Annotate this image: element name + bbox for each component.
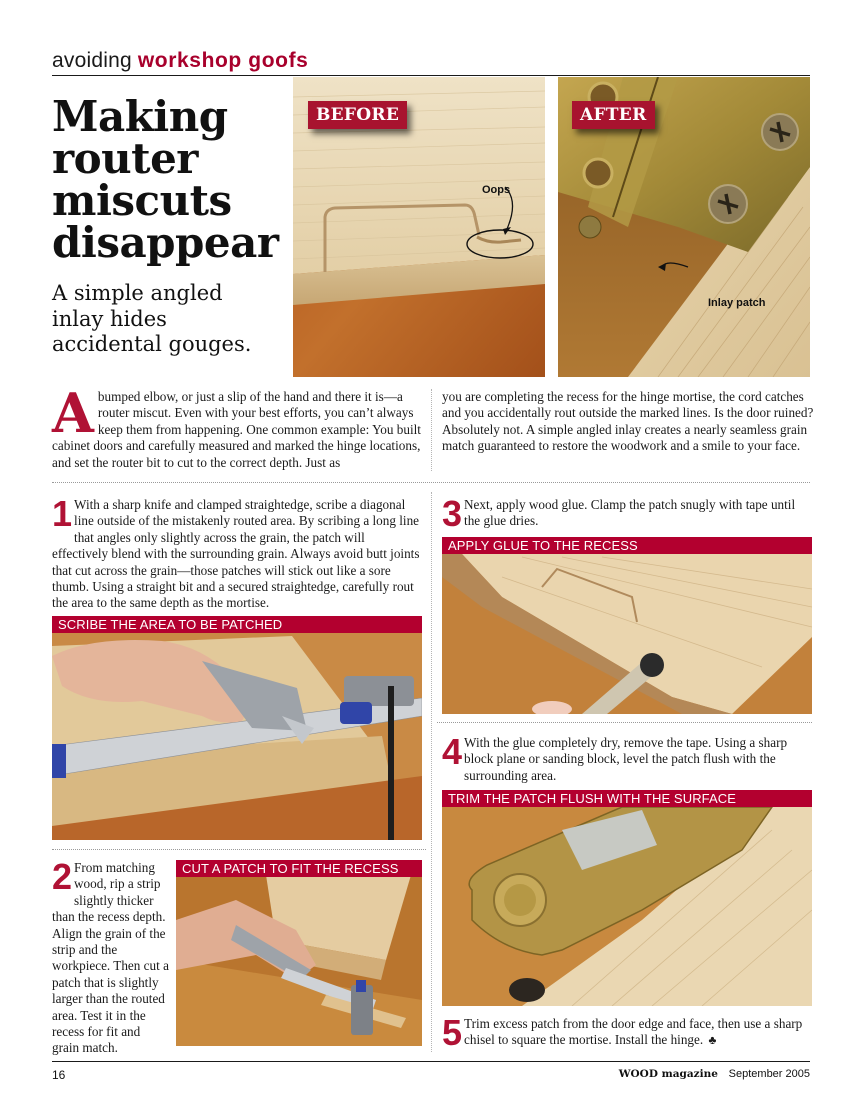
inlay-patch-callout: Inlay patch (708, 297, 766, 309)
step-number: 5 (442, 1012, 463, 1053)
step-1-rule (52, 849, 426, 850)
intro-dropcap: A (52, 381, 94, 445)
title-line: router (52, 134, 198, 183)
step-4 (442, 731, 814, 784)
article-subtitle (52, 281, 287, 358)
section-header-bold: workshop goofs (137, 49, 309, 72)
end-mark-tree-icon: ♣ (708, 1033, 717, 1048)
intro-text-2: you are completing the recess for the hinge mortise, the cord catches and you accidentally rout outside the marked lines. Is the door ruined? Absolutely not. A simple angled inlay creates a nearly seamless grain match guaranteed to restore the woodwork and a smile to your face. (442, 389, 814, 454)
step-2 (52, 856, 170, 1057)
header-rule (52, 75, 810, 76)
before-photo (293, 77, 545, 377)
step-text: With the glue completely dry, remove the tape. Using a sharp block plane or sanding block, level the patch flush with the surrounding area. (464, 735, 788, 783)
section-header-light: avoiding (52, 49, 132, 72)
footer-publication (619, 1068, 810, 1080)
oops-callout: Oops (482, 184, 511, 196)
scribe-photo-image (52, 616, 422, 840)
cut-patch-photo-image (176, 860, 422, 1046)
step-2-caption: CUT A PATCH TO FIT THE RECESS (176, 860, 422, 877)
step-3-photo (442, 537, 812, 714)
step-4-photo (442, 790, 812, 1006)
magazine-name: WOOD magazine (618, 1068, 718, 1080)
step-2-photo (176, 860, 422, 1046)
title-line: disappear (52, 218, 279, 267)
step-text: With a sharp knife and clamped straightedge, scribe a diagonal line outside of the mistakenly routed area. By scribing a long line that angles only slightly across the grain, the patch will effectively blend with the surrounding grain. Always avoid butt joints that cut across the grain—those patches will stick out like a sore thumb. Using a straight bit and a secured straightedge, carefully rout the area to the same depth as the mortise. (52, 497, 420, 611)
step-3-rule (437, 722, 812, 723)
step-5 (442, 1012, 814, 1053)
intro-column-2 (442, 389, 814, 455)
before-badge: BEFORE (308, 101, 407, 129)
step-number: 1 (52, 493, 73, 534)
step-4-caption: TRIM THE PATCH FLUSH WITH THE SURFACE (442, 790, 812, 807)
step-3-caption: APPLY GLUE TO THE RECESS (442, 537, 812, 554)
subtitle-line: inlay hides (52, 306, 167, 331)
footer-rule (52, 1061, 810, 1062)
after-badge: AFTER (572, 101, 655, 129)
intro-text-1: bumped elbow, or just a slip of the hand and there it is—a router miscut. Even with your best efforts, you can’t always keep them from happening. One common example: You built cabinet doors and carefully measured and marked the hinge locations, and set the router bit to cut to the correct depth. Just as (52, 389, 421, 470)
step-number: 4 (442, 731, 463, 772)
subtitle-line: A simple angled (52, 281, 223, 305)
step-number: 3 (442, 493, 463, 534)
intro-rule (52, 482, 810, 483)
steps-column-divider (431, 492, 432, 1052)
step-text: Trim excess patch from the door edge and face, then use a sharp chisel to square the mortise. Install the hinge. (464, 1016, 803, 1048)
article-title (52, 92, 292, 267)
section-header (52, 48, 308, 74)
intro-column-divider (431, 389, 432, 471)
step-text: From matching wood, rip a strip slightly thicker than the recess depth. Align the grain of the strip and the workpiece. Then cut a patch that is slightly larger than the routed area. Test it in the recess for fit and grain match. (52, 860, 169, 1056)
apply-glue-photo-image (442, 537, 812, 714)
step-number: 2 (52, 856, 73, 897)
subtitle-line: accidental gouges. (52, 332, 252, 356)
issue-date: September 2005 (728, 1068, 810, 1080)
step-1-photo (52, 616, 422, 840)
intro-column-1 (52, 381, 424, 471)
page-number: 16 (52, 1068, 66, 1082)
title-line: miscuts (52, 176, 232, 225)
step-text: Next, apply wood glue. Clamp the patch snugly with tape until the glue dries. (464, 497, 796, 529)
step-3 (442, 493, 814, 534)
step-1 (52, 493, 424, 612)
title-line: Making (52, 92, 228, 141)
trim-flush-photo-image (442, 790, 812, 1006)
after-photo (558, 77, 810, 377)
step-1-caption: SCRIBE THE AREA TO BE PATCHED (52, 616, 422, 633)
